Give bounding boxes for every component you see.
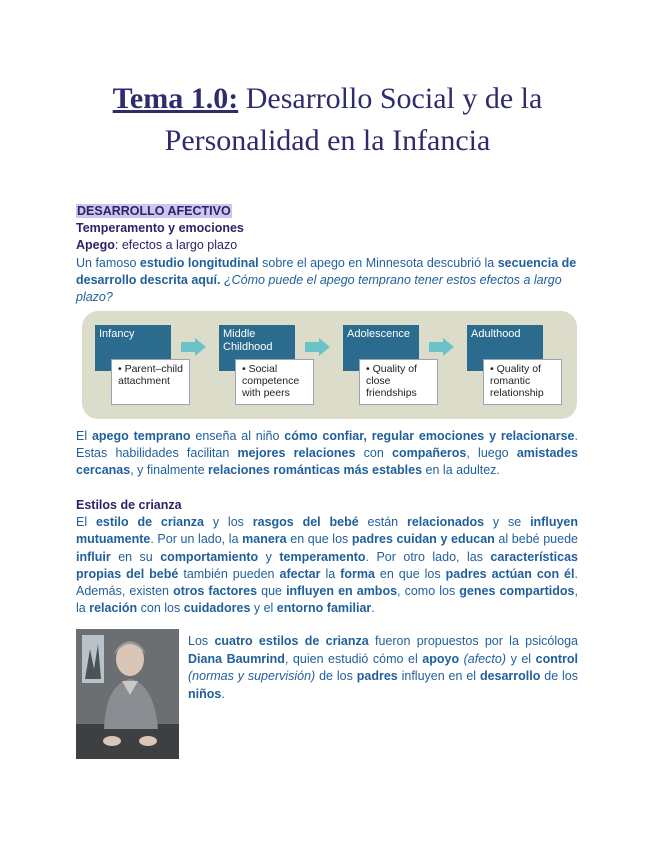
para-text: en que los [374,566,446,581]
para-text: y se [484,515,531,530]
stage-item: • Quality of close friendships [359,359,438,405]
stage-header: Adulthood [467,325,543,371]
stage-header: Infancy [95,325,171,371]
stage-item: • Quality of romantic relationship [483,359,562,405]
para-text: . Por un lado, la [150,532,243,547]
intro-text: sobre el apego en Minnesota descubrió la [258,255,498,270]
para-text: . Por otro lado, las [365,549,491,564]
para-bold: padres actúan con él [445,566,575,581]
para-bold: relacionados [406,515,485,530]
para-bold: entorno familiar [276,601,372,616]
stage-header: Middle Childhood [219,325,295,371]
para-bold: cuidadores [183,601,251,616]
para-bold: niños [188,686,222,701]
attachment-sequence-diagram [82,311,577,419]
title-label: Tema 1.0: [112,82,239,115]
para-italic: (afecto) [463,651,507,666]
apego-label: Apego [76,238,115,253]
para-bold: afectar [279,566,321,581]
para-bold: cuatro estilos de crianza [214,634,369,648]
para-text: de los [315,669,357,684]
para-text: El [76,515,96,530]
para-text: en que los [286,532,352,547]
para-text: con los [137,601,184,616]
para-bold: manera [242,532,287,547]
para-text: con [355,446,393,461]
para-text: al bebé puede [494,532,578,547]
crianza-paragraph [76,514,578,617]
para-text: y el [250,601,277,616]
para-text: , luego [466,446,517,461]
para-text: . [221,686,225,701]
intro-text: Un famoso [76,255,140,270]
para-bold: influir [76,549,111,564]
para-text: , la [76,584,578,616]
crianza-heading: Estilos de crianza [76,498,182,512]
para-text: . [371,601,375,616]
stage-header: Adolescence [343,325,419,371]
stage-item: • Parent–child attachment [111,359,190,405]
para-bold: apoyo [422,651,460,666]
crianza-section [76,497,578,617]
baumrind-paragraph [188,633,578,703]
para-bold: rasgos del bebé [252,515,359,530]
para-text: de los [540,669,578,684]
para-text: y el [506,651,536,666]
para-bold: estilo de crianza [95,515,204,530]
section-intro [76,203,578,306]
para-text: El [76,429,92,443]
para-text: también pueden [178,566,280,581]
intro-bold: estudio longitudinal [139,255,259,270]
para-text: que [257,584,287,599]
stage-item-text: Social competence with peers [242,363,300,399]
para-bold: apego temprano [91,429,191,443]
para-bold: padres cuidan y educan [351,532,495,547]
para-bold: compañeros [392,446,467,461]
para-bold: genes compartidos [459,584,575,599]
para-bold: mejores relaciones [237,446,356,461]
para-bold: otros factores [173,584,258,599]
para-text: , quien estudió cómo el [284,651,423,666]
stage-item-text: Quality of close friendships [366,363,417,399]
para-bold: padres [356,669,398,684]
apego-rest: : efectos a largo plazo [114,238,238,253]
para-bold: cómo confiar, regular emociones y relacionarse [284,429,575,443]
para-bold: relaciones románticas más estables [208,463,423,478]
para-bold: amistades cercanas [76,446,578,478]
para-bold: influyen en ambos [286,584,398,599]
para-text: , como los [397,584,460,599]
stage-item-text: Quality of romantic relationship [490,363,544,399]
stage-item-text: Parent–child attachment [118,363,183,387]
title-line2: Personalidad en la Infancia [164,124,491,157]
para-text: . Estas habilidades facilitan [76,429,578,461]
para-bold: características propias del bebé [76,549,578,581]
para-text: enseña al niño [190,429,285,443]
stage-item: • Social competence with peers [235,359,314,405]
portrait-photo-icon [76,629,179,759]
para-text: , y finalmente [130,463,209,478]
apego-paragraph [76,428,578,480]
para-bold: relación [89,601,138,616]
para-text: y [258,549,280,564]
intro-italic: ¿Cómo puede el apego temprano tener estos efectos a largo plazo? [76,272,562,305]
para-text: en la adultez. [422,463,500,478]
section-heading: DESARROLLO AFECTIVO [77,204,231,218]
para-text: en su [110,549,161,564]
para-bold: influyen mutuamente [76,515,578,547]
para-text: y los [203,515,253,530]
section-subheading: Temperamento y emociones [76,221,244,236]
para-bold: control [535,651,578,666]
para-text: influyen en el [397,669,480,684]
para-text: fueron propuestos por la psicóloga [368,634,578,648]
page-title [0,78,655,162]
para-bold: desarrollo [479,669,541,684]
para-text: están [358,515,407,530]
para-text: . Además, existen [76,566,578,599]
para-italic: (normas y supervisión) [188,669,316,684]
para-bold: comportamiento [160,549,259,564]
para-text: Los [188,634,215,648]
intro-bold: secuencia de desarrollo descrita aquí. [76,255,577,287]
para-text: la [320,566,341,581]
intro-paragraph [76,255,578,307]
para-bold: temperamento [279,549,366,564]
para-bold: Diana Baumrind [188,651,285,666]
title-line1: Desarrollo Social y de la [238,82,543,115]
para-bold: forma [340,566,375,581]
